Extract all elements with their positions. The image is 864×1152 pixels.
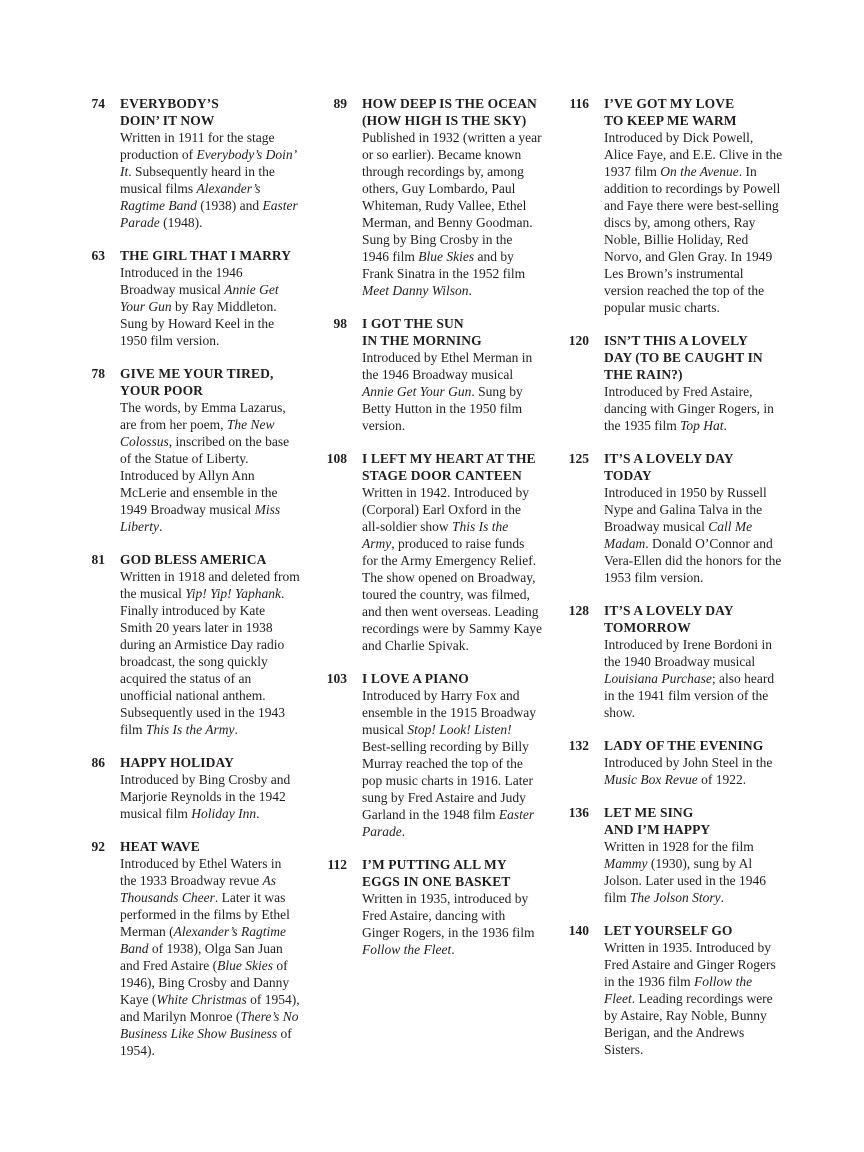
song-entry-body: [120, 551, 300, 738]
description-text: . Later it was performed in the films by Ethel Merman (: [120, 890, 290, 939]
song-entry-body: [362, 95, 542, 299]
song-description: [120, 771, 300, 822]
song-entry-body: [604, 95, 784, 316]
index-column: [66, 95, 300, 1075]
song-title-line: THE RAIN?): [604, 367, 683, 382]
description-text: Written in 1935. Introduced by Fred Astaire and Ginger Rogers in the 1936 film: [604, 940, 776, 989]
index-column: [308, 95, 542, 1075]
song-page-number: 125: [568, 451, 589, 466]
song-page-number: 120: [568, 333, 589, 348]
song-page-number: 86: [91, 755, 105, 770]
song-title-line: DOIN’ IT NOW: [120, 113, 215, 128]
description-text: and by Frank Sinatra in the 1952 film: [362, 249, 526, 281]
work-title-italic: The New Colossus: [120, 417, 275, 449]
song-title: [362, 856, 542, 890]
song-title-line: TOMORROW: [604, 620, 691, 635]
song-entry: [550, 737, 784, 788]
description-text: Written in 1935, introduced by Fred Astaire, dancing with Ginger Rogers, in the 1936 film: [362, 891, 535, 940]
description-text: of 1954), and Marilyn Monroe (: [120, 992, 300, 1024]
song-page-number: 128: [568, 603, 589, 618]
description-text: (1930), sung by Al Jolson. Later used in the 1946 film: [604, 856, 766, 905]
work-title-italic: Holiday Inn: [191, 806, 257, 821]
work-title-italic: Annie Get Your Gun: [362, 384, 472, 399]
song-title-line: TO KEEP ME WARM: [604, 113, 737, 128]
song-description: [120, 264, 300, 349]
song-title-line: AND I’M HAPPY: [604, 822, 711, 837]
song-page-number: 132: [568, 738, 589, 753]
work-title-italic: Music Box Revue: [604, 772, 698, 787]
song-page-number: 140: [568, 923, 589, 938]
description-text: of 1946), Bing Crosby and Danny Kaye (: [120, 958, 290, 1007]
song-title: [604, 332, 784, 383]
song-title: [604, 450, 784, 484]
song-title: [120, 247, 300, 264]
song-entry-body: [362, 670, 542, 840]
description-text: Introduced by Bing Crosby and Marjorie Reynolds in the 1942 musical film: [120, 772, 291, 821]
song-entry-body: [120, 95, 300, 231]
song-title-line: GIVE ME YOUR TIRED,: [120, 366, 274, 381]
song-title-line: I LOVE A PIANO: [362, 671, 469, 686]
work-title-italic: Top Hat: [680, 418, 724, 433]
work-title-italic: Meet Danny Wilson: [362, 283, 469, 298]
song-description: [362, 349, 542, 434]
song-entry-body: [362, 450, 542, 654]
song-title: [120, 551, 300, 568]
song-entry-body: [604, 602, 784, 721]
description-text: Written in 1942. Introduced by (Corporal) Earl Oxford in the all-soldier show: [362, 485, 530, 534]
song-title: [362, 450, 542, 484]
song-description: [362, 687, 542, 840]
song-description: [604, 636, 784, 721]
description-text: Written in 1928 for the film: [604, 839, 754, 854]
song-page-number: 112: [327, 857, 347, 872]
song-title-line: TODAY: [604, 468, 652, 483]
song-title-line: I GOT THE SUN: [362, 316, 464, 331]
work-title-italic: Yip! Yip! Yaphank: [185, 586, 281, 601]
song-title-line: HEAT WAVE: [120, 839, 200, 854]
description-text: (1948).: [159, 215, 203, 230]
description-text: Introduced by Fred Astaire, dancing with Ginger Rogers, in the 1935 film: [604, 384, 774, 433]
description-text: Introduced by Irene Bordoni in the 1940 Broadway musical: [604, 637, 772, 669]
work-title-italic: Louisiana Purchase: [604, 671, 712, 686]
song-title-line: EGGS IN ONE BASKET: [362, 874, 511, 889]
description-text: . Finally introduced by Kate Smith 20 years later in 1938 during an Armistice Day radio broadcast, the song quickly acquired the status of an unofficial national anthem. Subsequently used in the 1943 film: [120, 586, 285, 737]
description-text: Introduced by John Steel in the: [604, 755, 773, 770]
description-text: . Donald O’Connor and Vera-Ellen did the honors for the 1953 film version.: [604, 536, 782, 585]
song-entry: [550, 804, 784, 906]
work-title-italic: Everybody’s Doin’ It: [120, 147, 296, 179]
description-text: .: [401, 824, 406, 839]
work-title-italic: This Is the Army: [362, 519, 509, 551]
song-title-line: HAPPY HOLIDAY: [120, 755, 234, 770]
song-title-line: ISN’T THIS A LOVELY: [604, 333, 748, 348]
work-title-italic: Stop! Look! Listen!: [407, 722, 512, 737]
work-title-italic: Call Me Madam: [604, 519, 753, 551]
song-page-number: 89: [333, 96, 347, 111]
description-text: Introduced in 1950 by Russell Nype and Galina Talva in the Broadway musical: [604, 485, 767, 534]
work-title-italic: The Jolson Story: [629, 890, 721, 905]
work-title-italic: Alexander’s Ragtime Band: [120, 181, 261, 213]
song-title-line: IT’S A LOVELY DAY: [604, 603, 734, 618]
song-description: [604, 383, 784, 434]
song-entry: [550, 922, 784, 1058]
description-text: Written in 1911 for the stage production of: [120, 130, 275, 162]
description-text: . In addition to recordings by Powell and Faye there were best-selling discs by, among others, Ray Noble, Billie Holiday, Red Norvo, and Glen Gray. In 1949 Les Brown’s instrumental version reached the top of the popular music charts.: [604, 164, 781, 315]
song-description: [362, 890, 542, 958]
work-title-italic: There’s No Business Like Show Business: [120, 1009, 299, 1041]
song-title: [120, 838, 300, 855]
song-description: [604, 129, 784, 316]
description-text: Best-selling recording by Billy Murray reached the top of the pop music charts in 1916. Later sung by Fred Astaire and Judy Garland in the 1948 film: [362, 739, 533, 822]
song-title-line: THE GIRL THAT I MARRY: [120, 248, 292, 263]
song-entry: [550, 332, 784, 434]
song-entry-body: [362, 856, 542, 958]
song-page-number: 78: [91, 366, 105, 381]
description-text: of 1938), Olga San Juan and Fred Astaire (: [120, 941, 283, 973]
song-title: [120, 365, 300, 399]
song-entry-body: [604, 332, 784, 434]
song-entry-body: [604, 450, 784, 586]
song-entry: [308, 315, 542, 434]
song-title-line: (HOW HIGH IS THE SKY): [362, 113, 527, 128]
song-title: [362, 315, 542, 349]
work-title-italic: Mammy: [604, 856, 648, 871]
description-text: . Subsequently heard in the musical films: [120, 164, 275, 196]
description-text: .: [468, 283, 472, 298]
song-page-number: 63: [91, 248, 105, 263]
song-title-line: IT’S A LOVELY DAY: [604, 451, 734, 466]
work-title-italic: Annie Get Your Gun: [120, 282, 279, 314]
song-entry: [308, 670, 542, 840]
song-title: [604, 922, 784, 939]
description-text: .: [720, 890, 724, 905]
song-title-line: LADY OF THE EVENING: [604, 738, 764, 753]
song-entry: [66, 838, 300, 1059]
song-entry: [66, 247, 300, 349]
song-entry: [550, 450, 784, 586]
song-description: [604, 484, 784, 586]
song-title-line: EVERYBODY’S: [120, 96, 219, 111]
description-text: .: [234, 722, 238, 737]
song-entry-body: [604, 804, 784, 906]
index-columns: [66, 95, 784, 1075]
description-text: Written in 1918 and deleted from the musical: [120, 569, 300, 601]
song-title: [362, 670, 542, 687]
work-title-italic: Alexander’s Ragtime Band: [120, 924, 286, 956]
song-entry: [308, 856, 542, 958]
song-description: [604, 939, 784, 1058]
description-text: Introduced by Ethel Waters in the 1933 Broadway revue: [120, 856, 282, 888]
description-text: Published in 1932 (written a year or so earlier). Became known through recordings by, among others, Guy Lombardo, Paul Whiteman, Rudy Vallee, Ethel Merman, and Benny Goodman. Sung by Bing Crosby in the 1946 film: [362, 130, 542, 264]
song-entry-body: [604, 737, 784, 788]
description-text: The words, by Emma Lazarus, are from her poem,: [120, 400, 286, 432]
song-title-line: HOW DEEP IS THE OCEAN: [362, 96, 537, 111]
description-text: . Leading recordings were by Astaire, Ray Noble, Bunny Berigan, and the Andrews Sisters.: [604, 991, 773, 1057]
song-page-number: 81: [91, 552, 105, 567]
song-description: [120, 129, 300, 231]
work-title-italic: As Thousands Cheer: [120, 873, 276, 905]
song-description: [362, 484, 542, 654]
song-entry: [308, 450, 542, 654]
song-description: [362, 129, 542, 299]
song-title-line: GOD BLESS AMERICA: [120, 552, 267, 567]
work-title-italic: Follow the Fleet: [362, 942, 452, 957]
song-entry-body: [604, 922, 784, 1058]
song-description: [120, 399, 300, 535]
song-title-line: LET YOURSELF GO: [604, 923, 733, 938]
description-text: , produced to raise funds for the Army Emergency Relief. The show opened on Broadway, toured the country, was filmed, and then went overseas. Leading recordings were by Sammy Kaye and Charlie Spivak.: [362, 536, 542, 653]
song-title: [604, 95, 784, 129]
song-title-line: YOUR POOR: [120, 383, 204, 398]
song-entry-body: [120, 247, 300, 349]
description-text: .: [451, 942, 455, 957]
song-title: [120, 95, 300, 129]
song-description: [604, 754, 784, 788]
description-text: by Ray Middleton. Sung by Howard Keel in the 1950 film version.: [120, 299, 277, 348]
song-entry: [66, 365, 300, 535]
description-text: ; also heard in the 1941 film version of the show.: [604, 671, 775, 720]
work-title-italic: Blue Skies: [217, 958, 273, 973]
description-text: of 1954).: [120, 1026, 292, 1058]
song-title: [604, 804, 784, 838]
song-page-number: 92: [91, 839, 105, 854]
song-description: [604, 838, 784, 906]
song-page-number: 74: [91, 96, 105, 111]
song-title-line: LET ME SING: [604, 805, 694, 820]
song-title: [604, 602, 784, 636]
work-title-italic: Follow the Fleet: [604, 974, 753, 1006]
song-entry: [550, 95, 784, 316]
song-page-number: 136: [568, 805, 589, 820]
song-entry-body: [362, 315, 542, 434]
work-title-italic: Blue Skies: [418, 249, 475, 264]
index-column: [550, 95, 784, 1075]
song-page-number: 116: [569, 96, 589, 111]
description-text: .: [159, 519, 163, 534]
song-title-line: I’VE GOT MY LOVE: [604, 96, 735, 111]
song-title-line: IN THE MORNING: [362, 333, 482, 348]
song-entry-body: [120, 838, 300, 1059]
work-title-italic: Easter Parade: [362, 807, 535, 839]
song-title: [604, 737, 784, 754]
song-entry: [550, 602, 784, 721]
description-text: of 1922.: [697, 772, 747, 787]
work-title-italic: This Is the Army: [145, 722, 235, 737]
song-title: [362, 95, 542, 129]
song-title-line: DAY (TO BE CAUGHT IN: [604, 350, 763, 365]
song-page-number: 108: [326, 451, 347, 466]
description-text: (1938) and: [196, 198, 263, 213]
description-text: , inscribed on the base of the Statue of Liberty. Introduced by Allyn Ann McLerie and ensemble in the 1949 Broadway musical: [120, 434, 290, 517]
description-text: Introduced by Ethel Merman in the 1946 Broadway musical: [362, 350, 533, 382]
song-page-number: 103: [326, 671, 347, 686]
song-entry: [308, 95, 542, 299]
work-title-italic: Miss Liberty: [120, 502, 281, 534]
description-text: .: [723, 418, 727, 433]
song-title-line: I’M PUTTING ALL MY: [362, 857, 507, 872]
song-entry: [66, 95, 300, 231]
work-title-italic: On the Avenue: [660, 164, 739, 179]
song-description: [120, 855, 300, 1059]
description-text: Introduced in the 1946 Broadway musical: [120, 265, 243, 297]
song-page-number: 98: [333, 316, 347, 331]
work-title-italic: Easter Parade: [120, 198, 298, 230]
song-title: [120, 754, 300, 771]
song-entry: [66, 551, 300, 738]
work-title-italic: White Christmas: [156, 992, 247, 1007]
song-entry-body: [120, 365, 300, 535]
song-entry: [66, 754, 300, 822]
description-text: .: [256, 806, 260, 821]
song-entry-body: [120, 754, 300, 822]
song-title-line: I LEFT MY HEART AT THE: [362, 451, 536, 466]
song-description: [120, 568, 300, 738]
description-text: Introduced by Dick Powell, Alice Faye, and E.E. Clive in the 1937 film: [604, 130, 783, 179]
description-text: . Sung by Betty Hutton in the 1950 film version.: [362, 384, 523, 433]
description-text: Introduced by Harry Fox and ensemble in the 1915 Broadway musical: [362, 688, 536, 737]
song-title-line: STAGE DOOR CANTEEN: [362, 468, 522, 483]
